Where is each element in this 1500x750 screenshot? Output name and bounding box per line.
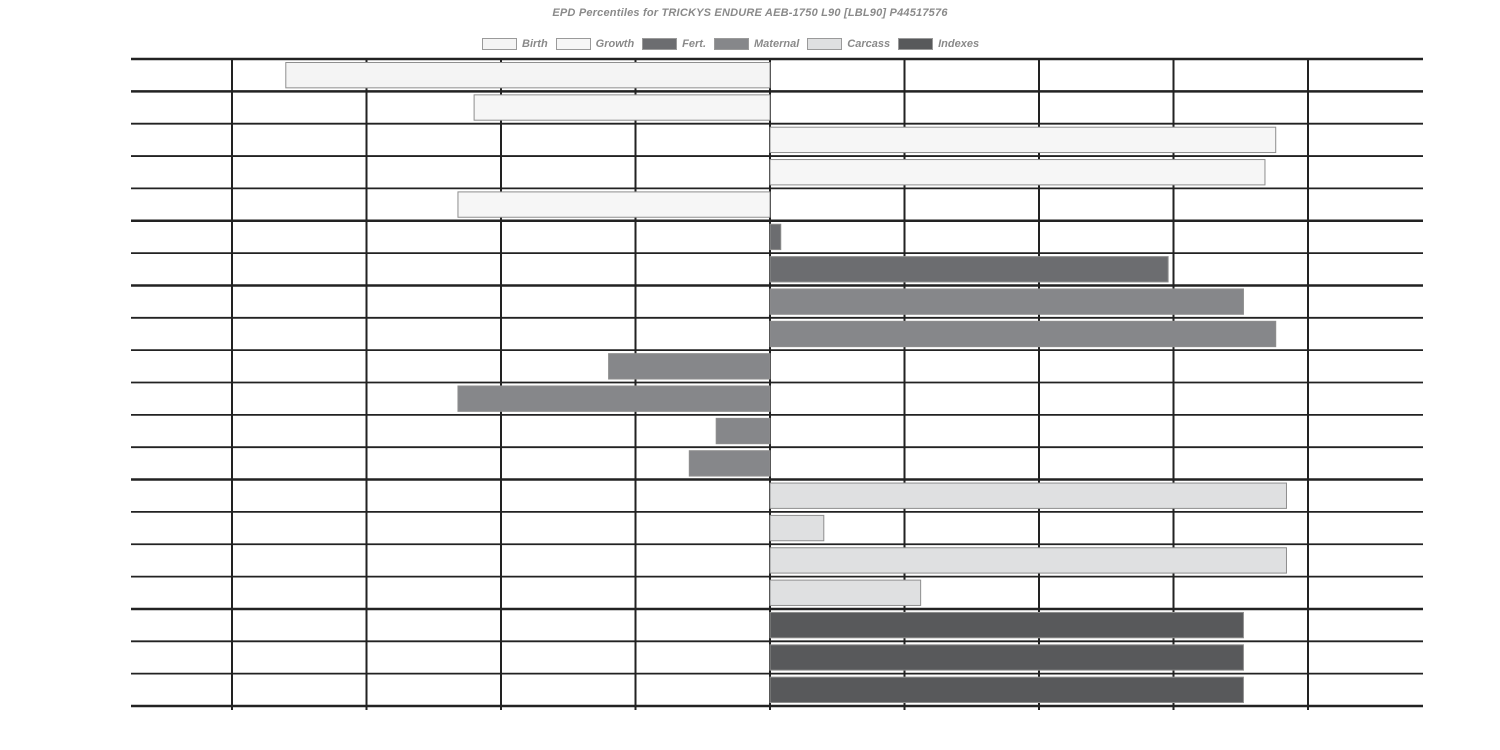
chart-title: EPD Percentiles for TRICKYS ENDURE AEB-1750 L90 [LBL90] P44517576 (552, 7, 948, 19)
bar-maternal (458, 386, 770, 411)
bar-growth (770, 160, 1265, 185)
bar-fert (770, 224, 781, 249)
bar-indexes (770, 612, 1243, 637)
bar-carcass (770, 548, 1286, 573)
bar-maternal (716, 418, 770, 443)
bar-fert (770, 257, 1168, 282)
bar-carcass (770, 483, 1286, 508)
bar-maternal (770, 321, 1276, 346)
bar-carcass (770, 515, 824, 540)
bar-growth (458, 192, 770, 217)
legend-label-carcass: Carcass (847, 38, 891, 50)
legend-label-fert: Fert. (682, 38, 707, 50)
legend-label-birth: Birth (522, 38, 548, 50)
legend-label-indexes: Indexes (938, 38, 980, 50)
bar-maternal (609, 354, 770, 379)
legend-label-growth: Growth (595, 38, 635, 50)
bar-maternal (770, 289, 1243, 314)
bar-growth (474, 95, 770, 120)
legend-label-maternal: Maternal (754, 38, 800, 50)
bar-carcass (770, 580, 921, 605)
bar-birth (286, 63, 770, 88)
bar-growth (770, 127, 1276, 152)
bar-indexes (770, 645, 1243, 670)
bar-indexes (770, 677, 1243, 702)
bar-maternal (689, 451, 770, 476)
